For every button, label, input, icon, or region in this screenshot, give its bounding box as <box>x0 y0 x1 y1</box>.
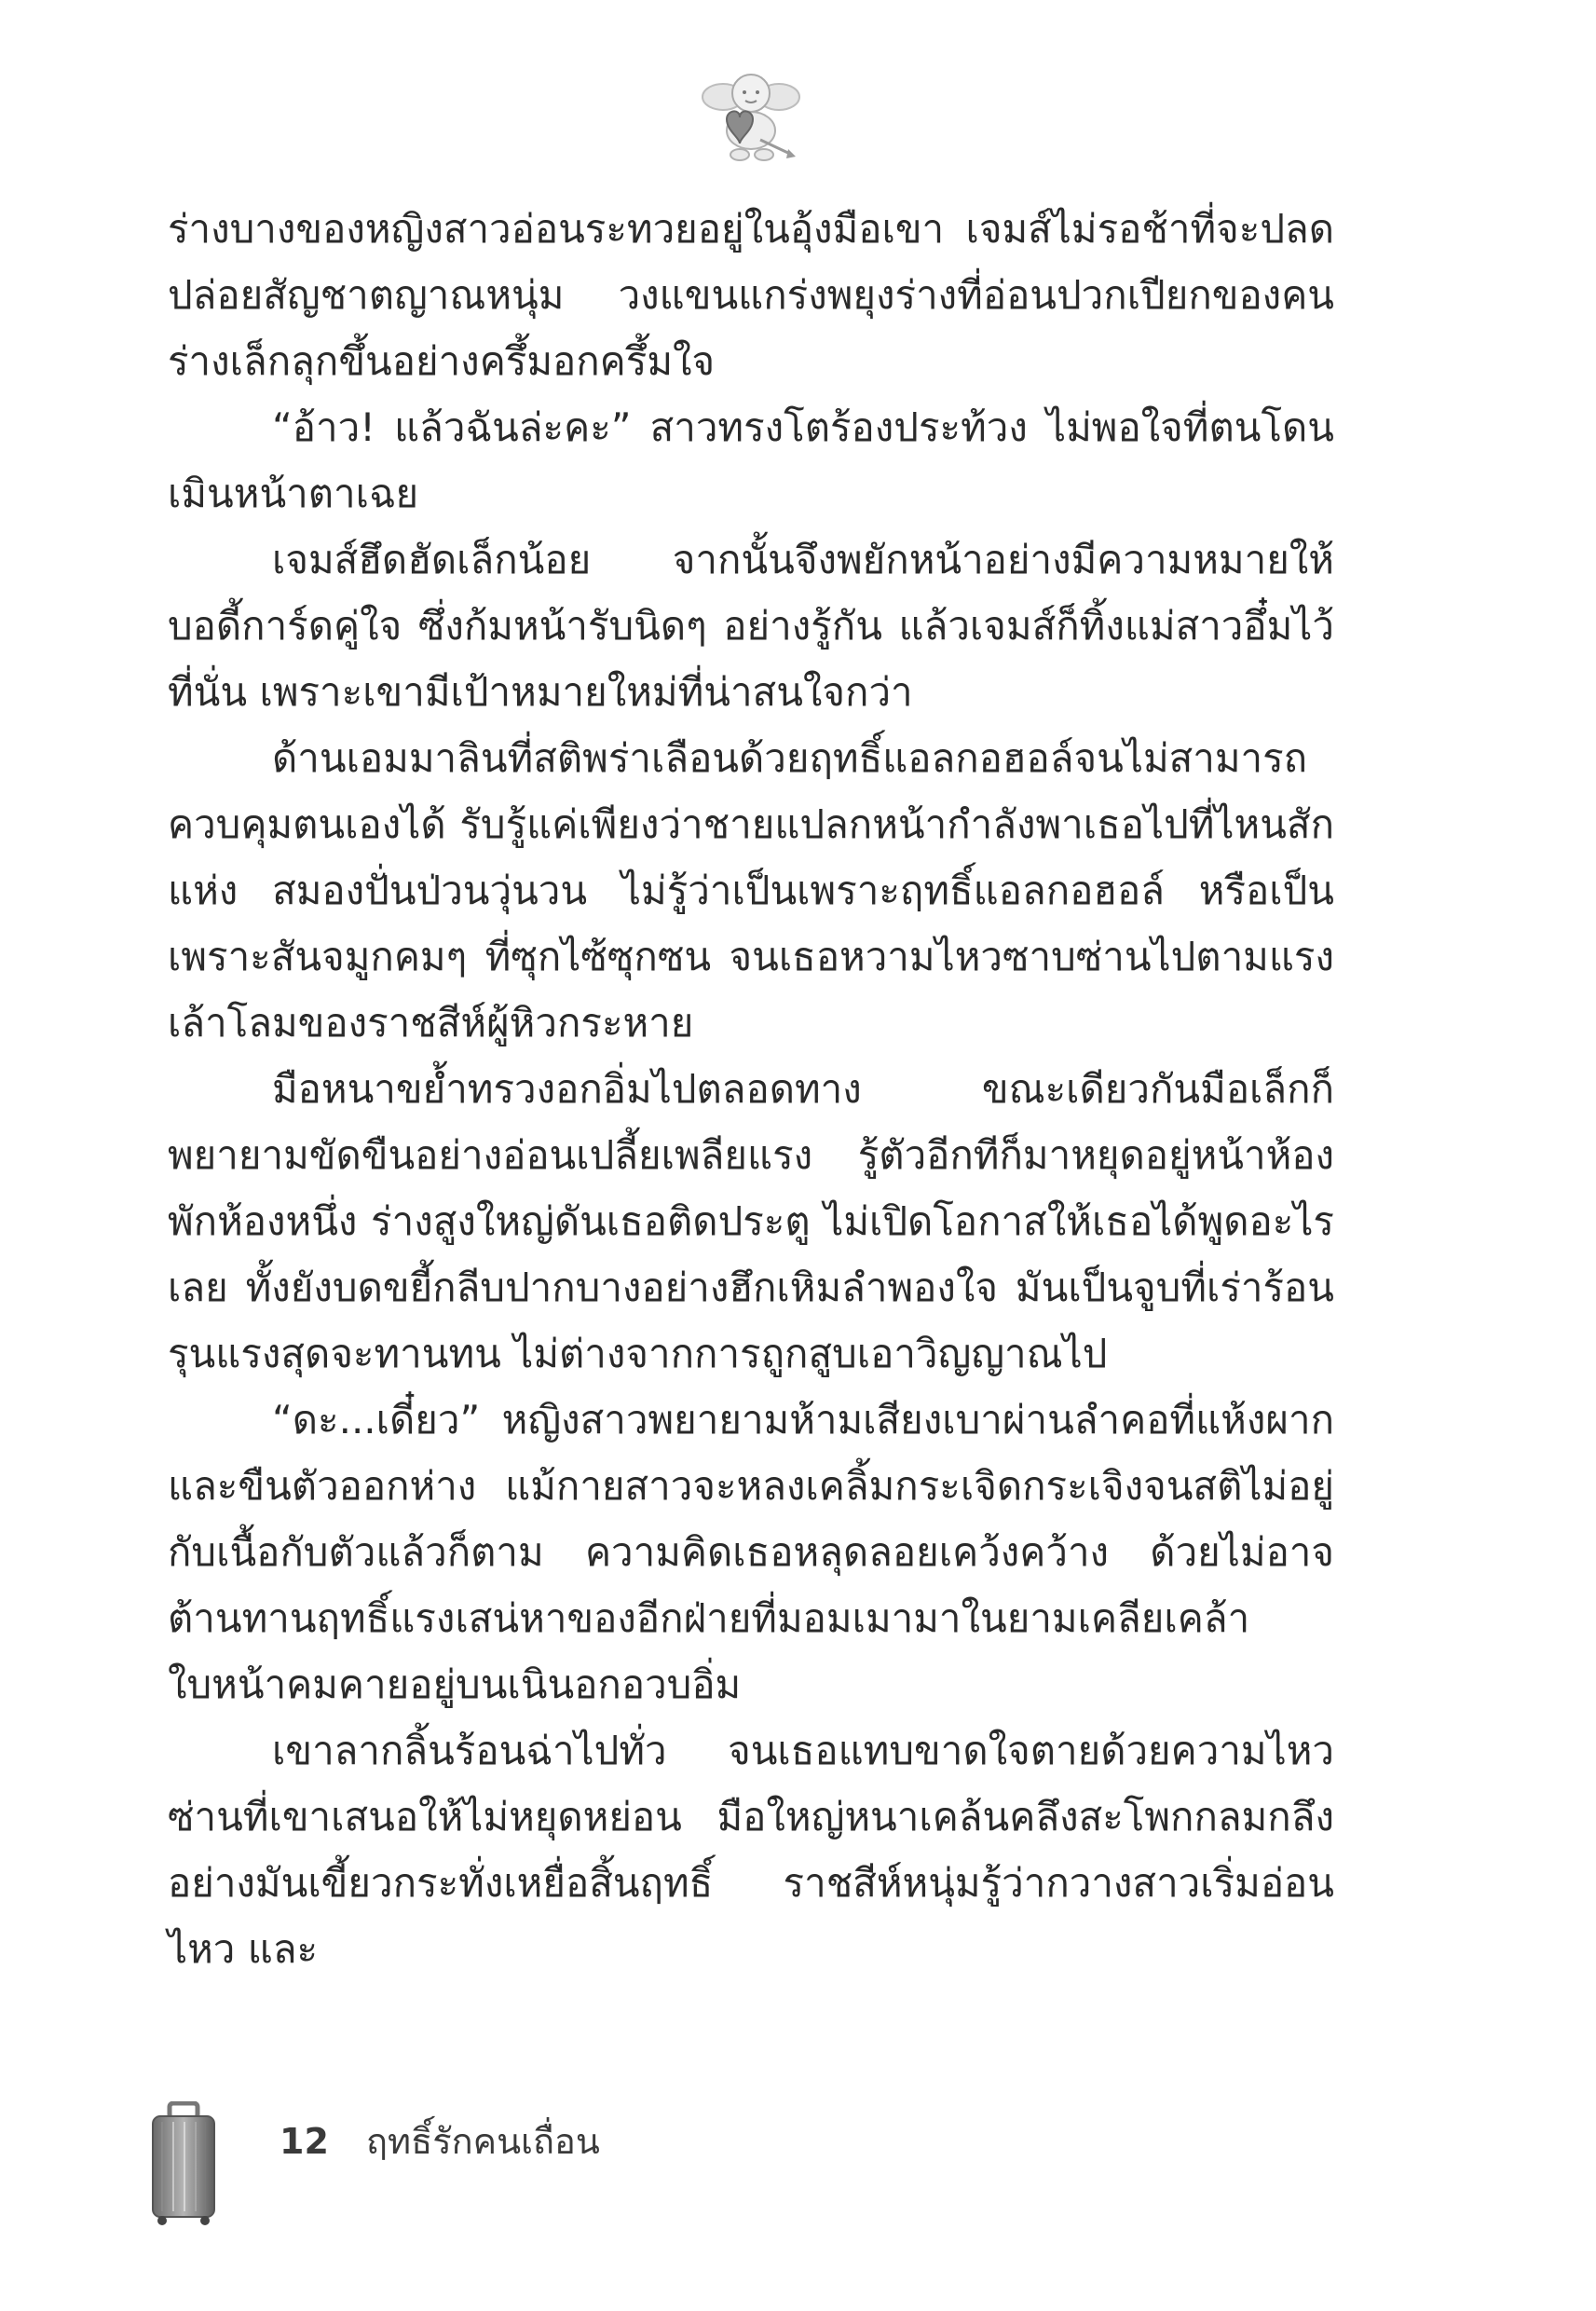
paragraph: เขาลากลิ้นร้อนฉ่าไปทั่ว จนเธอแทบขาดใจตายด้วยความไหวซ่านที่เขาเสนอให้ไม่หยุดหย่อน มือใหญ่หนาเคล้นคลึงสะโพกกลมกลึงอย่างมันเขี้ยวกระทั่งเหยื่อสิ้นฤทธิ์ ราชสีห์หนุ่มรู้ว่ากวางสาวเริ่มอ่อนไหว และ <box>168 1728 1334 1972</box>
paragraph: “ดะ...เดี๋ยว” หญิงสาวพยายามห้ามเสียงเบาผ่านลำคอที่แห้งผากและขืนตัวออกห่าง แม้กายสาวจะหลงเคลิ้มกระเจิดกระเจิงจนสติไม่อยู่กับเนื้อกับตัวแล้วก็ตาม ความคิดเธอหลุดลอยเคว้งคว้าง ด้วยไม่อาจต้านทานฤทธิ์แรงเสน่หาของอีกฝ่ายที่มอมเมามาในยามเคลียเคล้าใบหน้าคมคายอยู่บนเนินอกอวบอิ่ม <box>168 1397 1334 1707</box>
body-text <box>168 196 1334 1982</box>
cupid-with-heart-icon <box>695 65 807 168</box>
book-title: ฤทธิ์รักคนเถื่อน <box>365 2121 600 2162</box>
paragraph: เจมส์ฮึดฮัดเล็กน้อย จากนั้นจึงพยักหน้าอย่างมีความหมายให้บอดี้การ์ดคู่ใจ ซึ่งก้มหน้ารับนิดๆ อย่างรู้กัน แล้วเจมส์ก็ทิ้งแม่สาวอึ๋มไว้ที่นั่น เพราะเขามีเป้าหมายใหม่ที่น่าสนใจกว่า <box>168 537 1334 715</box>
paragraph: ด้านเอมมาลินที่สติพร่าเลือนด้วยฤทธิ์แอลกอฮอล์จนไม่สามารถควบคุมตนเองได้ รับรู้แค่เพียงว่าชายแปลกหน้ากำลังพาเธอไปที่ไหนสักแห่ง สมองปั่นป่วนวุ่นวน ไม่รู้ว่าเป็นเพราะฤทธิ์แอลกอฮอล์ หรือเป็นเพราะสันจมูกคมๆ ที่ซุกไซ้ซุกซน จนเธอหวามไหวซาบซ่านไปตามแรงเล้าโลมของราชสีห์ผู้หิวกระหาย <box>168 735 1334 1046</box>
page-footer <box>280 2113 600 2169</box>
page-number: 12 <box>280 2121 329 2162</box>
paragraph: “อ้าว! แล้วฉันล่ะคะ” สาวทรงโตร้องประท้วง ไม่พอใจที่ตนโดนเมินหน้าตาเฉย <box>168 404 1334 516</box>
paragraph: มือหนาขย้ำทรวงอกอิ่มไปตลอดทาง ขณะเดียวกันมือเล็กก็พยายามขัดขืนอย่างอ่อนเปลี้ยเพลียแรง รู้ตัวอีกทีก็มาหยุดอยู่หน้าห้องพักห้องหนึ่ง ร่างสูงใหญ่ดันเธอติดประตู ไม่เปิดโอกาสให้เธอได้พูดอะไรเลย ทั้งยังบดขยี้กลีบปากบางอย่างฮึกเหิมลำพองใจ มันเป็นจูบที่เร่าร้อนรุนแรงสุดจะทานทน ไม่ต่างจากการถูกสูบเอาวิญญาณไป <box>168 1066 1334 1376</box>
paragraph: ร่างบางของหญิงสาวอ่อนระทวยอยู่ในอุ้งมือเขา เจมส์ไม่รอช้าที่จะปลดปล่อยสัญชาตญาณหนุ่ม วงแขนแกร่งพยุงร่างที่อ่อนปวกเปียกของคนร่างเล็กลุกขึ้นอย่างครึ้มอกครึ้มใจ <box>168 206 1334 384</box>
suitcase-icon <box>149 2101 218 2227</box>
